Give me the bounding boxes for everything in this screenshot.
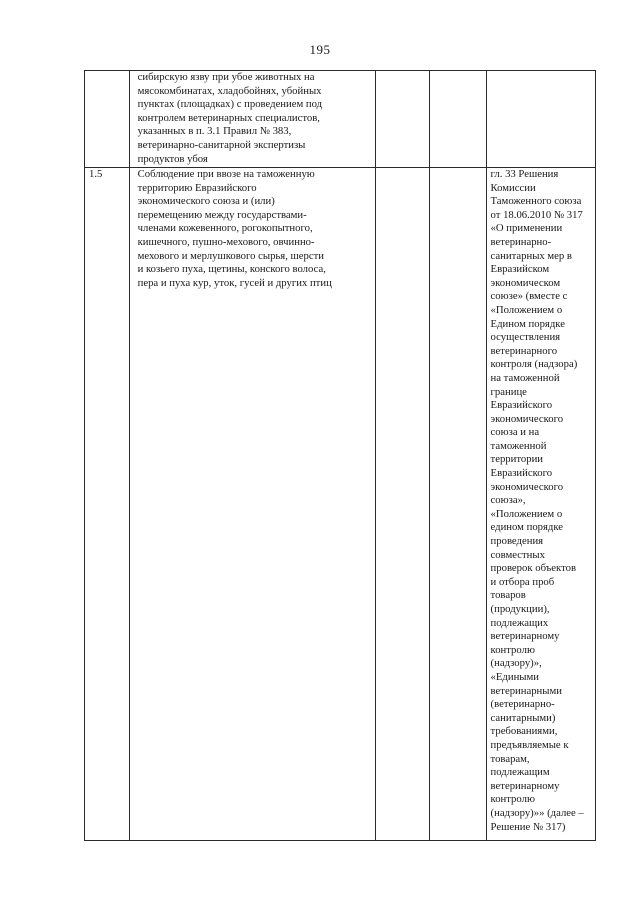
reference-line: контролю (490, 793, 535, 806)
reference-line: таможенной (490, 439, 547, 452)
reference-line: санитарными) (490, 711, 556, 724)
reference-line: Евразийском (490, 263, 550, 276)
description-line: и козьего пуха, щетины, конского волоса, (137, 263, 326, 276)
description-line: указанных в п. 3.1 Правил № 383, (137, 125, 292, 138)
description-line: продуктов убоя (137, 152, 208, 165)
reference-line: контроля (надзора) (490, 358, 578, 371)
reference-line: экономического (490, 412, 564, 425)
reference-line: «Положением о (490, 303, 563, 316)
reference-line: экономическом (490, 276, 561, 289)
reference-line: совместных (490, 548, 545, 561)
requirement-description-cell (129, 168, 375, 841)
legal-reference (491, 168, 591, 834)
reference-line: союзе» (вместе с (490, 290, 568, 303)
description-line: пера и пуха кур, уток, гусей и других птиц (137, 276, 332, 289)
reference-line: ветеринарными (490, 684, 562, 697)
reference-line: подлежащим (490, 766, 550, 779)
empty-cell-col4 (430, 71, 486, 168)
reference-line: ветеринарно- (490, 235, 552, 248)
description-line: пунктах (площадках) с проведением под (137, 98, 323, 111)
reference-line: границе (490, 385, 527, 398)
description-line: мясокомбинатах, хладобойнях, убойных (137, 84, 322, 97)
empty-cell-col4 (430, 168, 486, 841)
reference-line: ветеринарному (490, 630, 560, 643)
description-line: сибирскую язву при убое животных на (137, 71, 315, 83)
reference-line: Таможенного союза (490, 195, 582, 208)
reference-line: подлежащих (490, 616, 549, 629)
reference-line: территории (490, 453, 544, 466)
reference-line: «О применении (490, 222, 563, 235)
reference-line: ветеринарному (490, 779, 560, 792)
reference-line: союза и на (490, 426, 540, 439)
description-line: перемещению между государствами- (137, 208, 307, 221)
reference-line: гл. 33 Решения (490, 168, 559, 180)
reference-line: Едином порядке (490, 317, 565, 330)
reference-line: ветеринарного (490, 344, 558, 357)
reference-line: осуществления (490, 331, 561, 344)
reference-line: Евразийского (490, 399, 553, 412)
reference-line: Евразийского (490, 467, 553, 480)
reference-line: Решение № 317) (490, 820, 566, 833)
requirement-description (134, 71, 371, 166)
reference-line: проверок объектов (490, 562, 576, 575)
reference-line: Комиссии (490, 181, 536, 194)
reference-line: на таможенной (490, 371, 560, 384)
reference-line: едином порядке (490, 521, 564, 534)
reference-line: (надзору)»» (далее – (490, 806, 584, 819)
requirement-description-cell (129, 71, 375, 168)
reference-line: от 18.06.2010 № 317 (490, 208, 583, 221)
page-number: 195 (309, 42, 331, 57)
reference-line: (надзору)», (490, 657, 542, 670)
empty-cell-col3 (376, 71, 430, 168)
reference-line: требованиями, (490, 725, 558, 738)
reference-line: проведения (490, 535, 544, 548)
reference-line: союза», (490, 494, 526, 507)
reference-line: и отбора проб (490, 575, 555, 588)
row-number-cell (85, 71, 130, 168)
table-row (85, 168, 596, 841)
legal-reference-cell (486, 168, 595, 841)
empty-cell-col3 (376, 168, 430, 841)
reference-line: (продукции), (490, 603, 550, 615)
reference-line: контролю (490, 643, 535, 656)
description-line: территорию Евразийского (137, 181, 257, 194)
reference-line: «Положением о (490, 507, 563, 520)
reference-line: (ветеринарно- (490, 698, 555, 711)
description-line: мехового и мерлушкового сырья, шерсти (137, 249, 325, 262)
description-line: ветеринарно-санитарной экспертизы (137, 138, 306, 151)
reference-line: санитарных мер в (490, 249, 572, 262)
reference-line: товарам, (490, 752, 530, 765)
description-line: экономического союза и (или) (137, 195, 275, 208)
description-line: кишечного, пушно-мехового, овчинно- (137, 235, 315, 248)
description-line: Соблюдение при ввозе на таможенную (137, 168, 315, 180)
reference-line: «Едиными (490, 670, 539, 683)
regulation-table (84, 70, 596, 841)
description-line: контролем ветеринарных специалистов, (137, 111, 320, 124)
description-line: членами кожевенного, рогокопытного, (137, 222, 313, 235)
requirement-description (134, 168, 371, 290)
reference-line: товаров (490, 589, 526, 602)
reference-line: экономического (490, 480, 564, 493)
legal-reference-cell (486, 71, 595, 168)
table-row (85, 71, 596, 168)
row-number-cell: 1.5 (85, 168, 130, 841)
reference-line: предъявляемые к (490, 738, 569, 751)
